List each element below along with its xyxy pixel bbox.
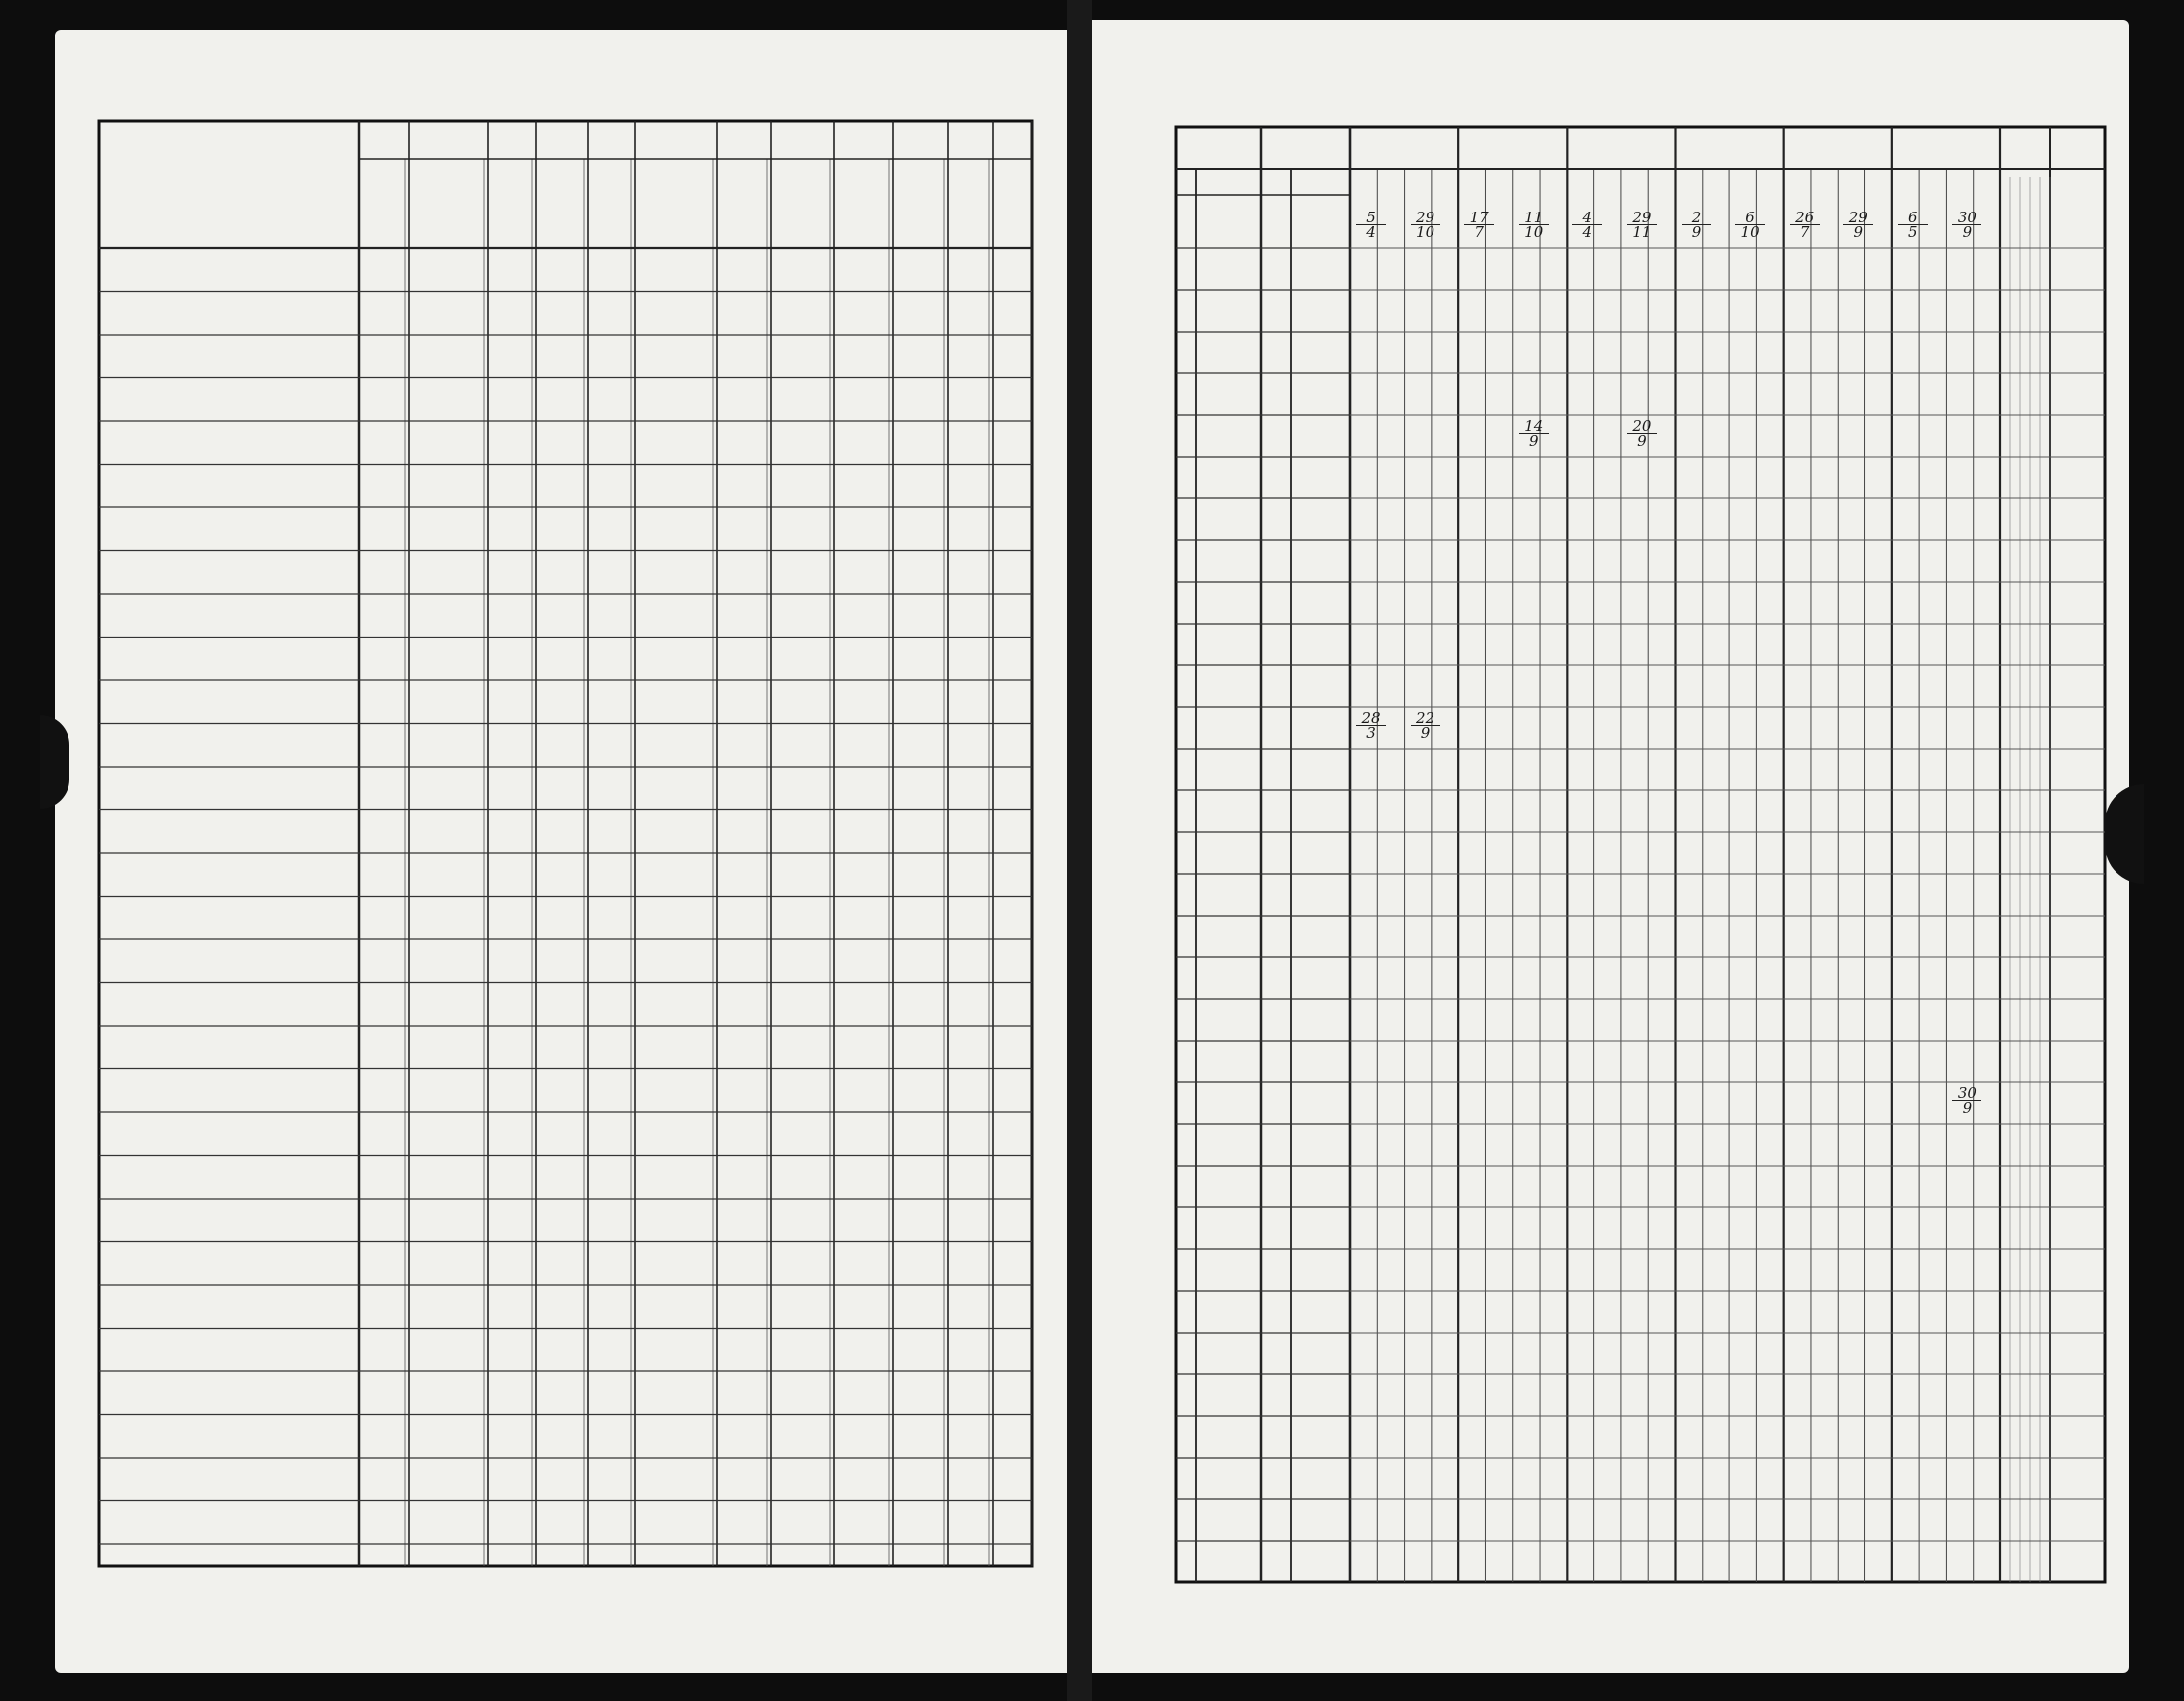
date-fraction — [1411, 211, 1440, 239]
fraction-top: 29 — [1411, 211, 1440, 225]
fraction-top: 30 — [1952, 211, 1981, 225]
date-fraction — [1790, 211, 1820, 239]
fraction-top: 6 — [1898, 211, 1928, 225]
fraction-bottom: 9 — [1962, 223, 1973, 241]
fraction-top: 22 — [1411, 711, 1440, 726]
fraction-bottom: 4 — [1366, 223, 1376, 241]
fraction-top: 5 — [1356, 211, 1386, 225]
fraction-bottom: 9 — [1691, 223, 1702, 241]
date-fraction — [1572, 211, 1602, 239]
date-fraction — [1519, 419, 1549, 448]
fraction-bottom: 9 — [1420, 724, 1431, 742]
date-fraction — [1843, 211, 1873, 239]
fraction-bottom: 5 — [1908, 223, 1918, 241]
fraction-bottom: 10 — [1740, 223, 1760, 241]
fraction-bottom: 9 — [1853, 223, 1864, 241]
date-fraction — [1735, 211, 1765, 239]
date-fraction — [1356, 211, 1386, 239]
fraction-top: 6 — [1735, 211, 1765, 225]
fraction-bottom: 7 — [1474, 223, 1484, 241]
date-fraction — [1952, 211, 1981, 239]
fraction-top: 30 — [1952, 1086, 1981, 1101]
fraction-bottom: 3 — [1366, 724, 1376, 742]
fraction-top: 29 — [1843, 211, 1873, 225]
fraction-bottom: 10 — [1524, 223, 1544, 241]
date-fraction — [1519, 211, 1549, 239]
fraction-top: 26 — [1790, 211, 1820, 225]
date-fraction — [1682, 211, 1711, 239]
date-fraction — [1356, 711, 1386, 740]
fraction-bottom: 10 — [1416, 223, 1435, 241]
fraction-bottom: 11 — [1632, 223, 1652, 241]
fraction-top: 4 — [1572, 211, 1602, 225]
date-fraction — [1627, 211, 1657, 239]
fraction-bottom: 4 — [1582, 223, 1593, 241]
fraction-bottom: 9 — [1528, 432, 1539, 450]
fraction-top: 20 — [1627, 419, 1657, 434]
date-fraction — [1898, 211, 1928, 239]
fraction-top: 2 — [1682, 211, 1711, 225]
fraction-bottom: 9 — [1637, 432, 1647, 450]
fraction-bottom: 9 — [1962, 1099, 1973, 1117]
fraction-top: 11 — [1519, 211, 1549, 225]
date-fraction — [1952, 1086, 1981, 1115]
fraction-top: 17 — [1464, 211, 1494, 225]
fraction-top: 14 — [1519, 419, 1549, 434]
date-fraction — [1464, 211, 1494, 239]
fraction-bottom: 7 — [1799, 223, 1810, 241]
fraction-top: 29 — [1627, 211, 1657, 225]
date-fraction — [1411, 711, 1440, 740]
fraction-top: 28 — [1356, 711, 1386, 726]
date-fraction — [1627, 419, 1657, 448]
